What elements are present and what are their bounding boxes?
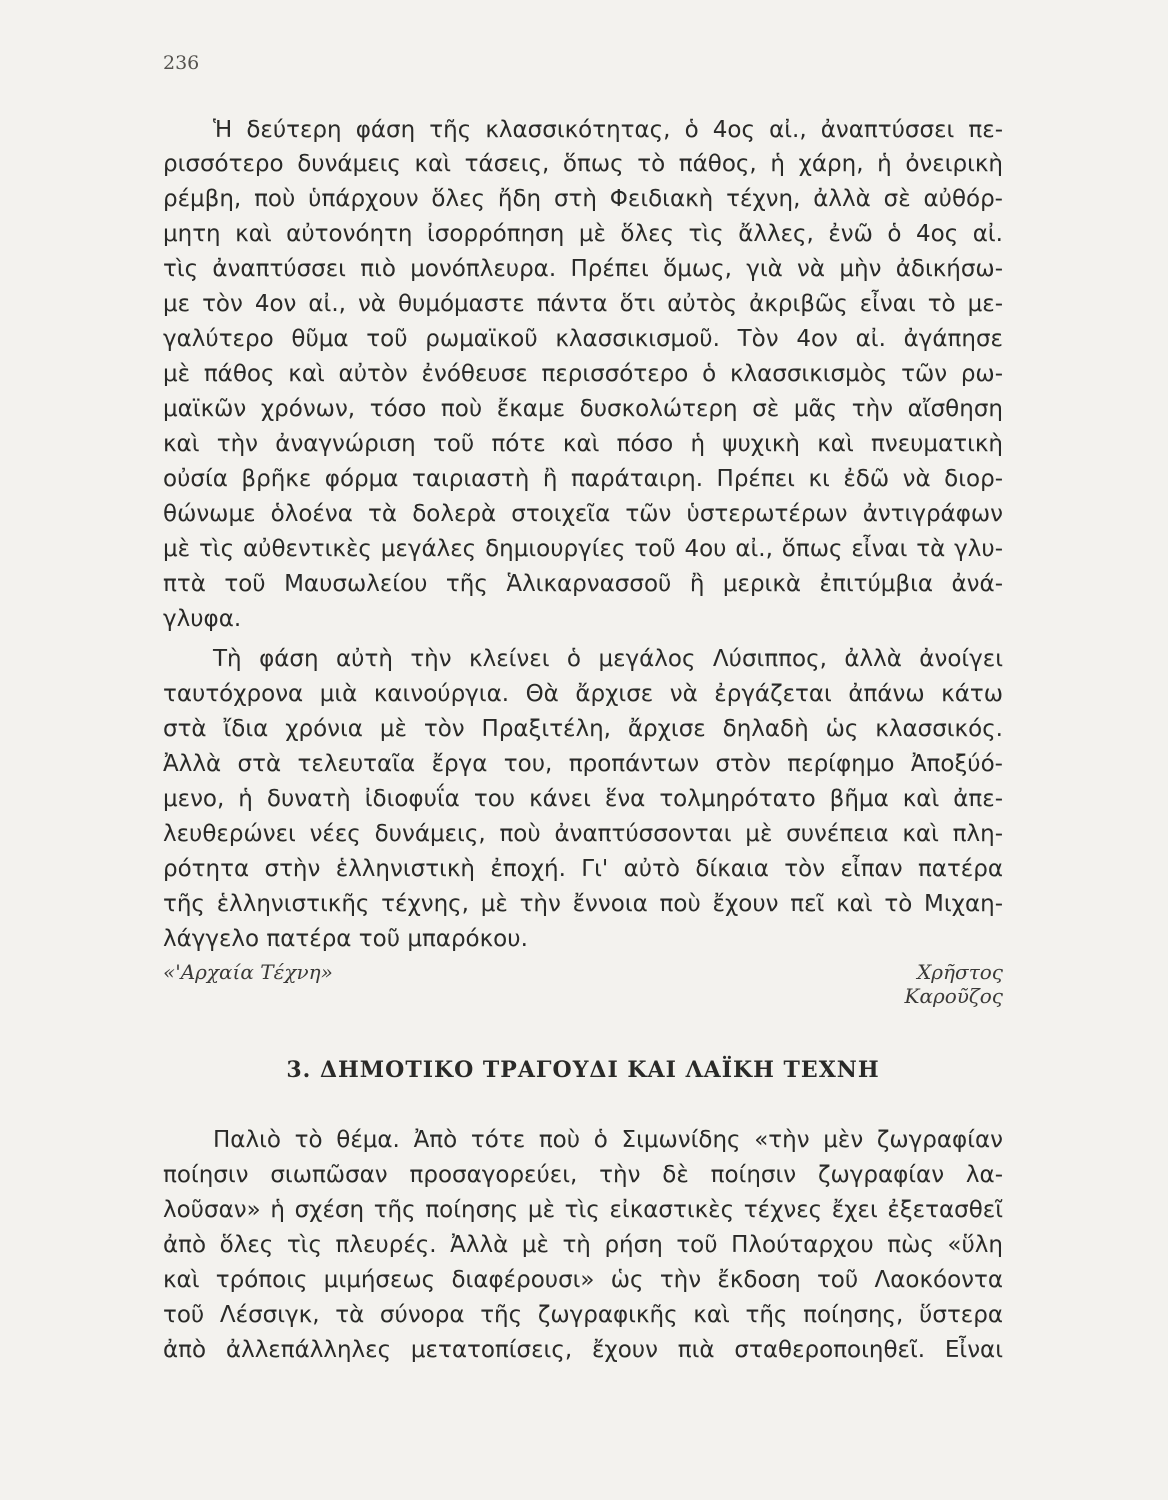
paragraph-line [0, 114, 1168, 146]
paragraph-line [0, 428, 1168, 460]
paragraph-line [0, 288, 1168, 320]
paragraph-line [0, 1334, 1168, 1366]
paragraph-line [0, 923, 1168, 955]
paragraph-line [0, 148, 1168, 180]
paragraph-text: λοῦσαν» ἡ σχέση τῆς ποίησης μὲ τὶς εἰκαστικὲς τέχνες ἔχει ἐξετασθεῖ [163, 1197, 1003, 1223]
paragraph-text: τὶς ἀναπτύσσει πιὸ μονόπλευρα. Πρέπει ὅμως, γιὰ νὰ μὴν ἀδικήσω- [163, 256, 1003, 282]
paragraph-line [0, 358, 1168, 390]
citation-author: Χρῆστος Καροῦζος [904, 960, 1003, 1008]
paragraph-line [0, 1124, 1168, 1156]
paragraph-text: λάγγελο πατέρα τοῦ μπαρόκου. [163, 926, 528, 952]
paragraph-line [0, 643, 1168, 675]
paragraph-text: ρέμβη, ποὺ ὑπάρχουν ὅλες ἤδη στὴ Φειδιακὴ τέχνη, ἀλλὰ σὲ αὐθόρ- [163, 186, 1003, 212]
paragraph-text: ἀπὸ ὅλες τὶς πλευρές. Ἀλλὰ μὲ τὴ ρήση τοῦ Πλούταρχου πὼς «ὕλη [163, 1232, 1003, 1258]
paragraph-text: ταυτόχρονα μιὰ καινούργια. Θὰ ἄρχισε νὰ ἐργάζεται ἀπάνω κάτω [163, 681, 1003, 707]
paragraph-text: μητη καὶ αὐτονόητη ἰσορρόπηση μὲ ὅλες τὶς ἄλλες, ἐνῶ ὁ 4ος αἰ. [163, 221, 1003, 247]
paragraph-text: οὐσία βρῆκε φόρμα ταιριαστὴ ἢ παράταιρη. Πρέπει κι ἐδῶ νὰ διορ- [163, 466, 1003, 492]
paragraph-line [0, 323, 1168, 355]
paragraph-line [0, 678, 1168, 710]
paragraph-line [0, 498, 1168, 530]
paragraph-line [0, 253, 1168, 285]
paragraph-text: ἀπὸ ἀλλεπάλληλες μετατοπίσεις, ἔχουν πιὰ σταθεροποιηθεῖ. Εἶναι [163, 1337, 1003, 1363]
paragraph-text: Ἀλλὰ στὰ τελευταῖα ἔργα του, προπάντων στὸν περίφημο Ἀποξύό- [163, 751, 1003, 777]
paragraph-text: ρισσότερο δυνάμεις καὶ τάσεις, ὅπως τὸ πάθος, ἡ χάρη, ἡ ὀνειρικὴ [163, 151, 1003, 177]
paragraph-text: γαλύτερο θῦμα τοῦ ρωμαϊκοῦ κλασσικισμοῦ. Τὸν 4ον αἰ. ἀγάπησε [163, 326, 1003, 352]
citation-source: «'Αρχαία Τέχνη» [163, 960, 333, 984]
paragraph-line [0, 1229, 1168, 1261]
paragraph-text: καὶ τὴν ἀναγνώριση τοῦ πότε καὶ πόσο ἡ ψυχικὴ καὶ πνευματικὴ [163, 431, 1003, 457]
paragraph-text: μὲ τὶς αὐθεντικὲς μεγάλες δημιουργίες τοῦ 4ου αἰ., ὅπως εἶναι τὰ γλυ- [163, 536, 1003, 562]
paragraph-text: πτὰ τοῦ Μαυσωλείου τῆς Ἁλικαρνασσοῦ ἢ μερικὰ ἐπιτύμβια ἀνά- [163, 571, 1003, 597]
paragraph-text: μὲ πάθος καὶ αὐτὸν ἐνόθευσε περισσότερο ὁ κλασσικισμὸς τῶν ρω- [163, 361, 1003, 387]
paragraph-text: γλυφα. [163, 606, 242, 632]
paragraph-line [0, 1299, 1168, 1331]
paragraph-line [0, 783, 1168, 815]
paragraph-line [0, 463, 1168, 495]
page-number: 236 [163, 52, 200, 74]
paragraph-line [0, 713, 1168, 745]
paragraph-text: Ἡ δεύτερη φάση τῆς κλασσικότητας, ὁ 4ος αἰ., ἀναπτύσσει πε- [213, 117, 1003, 143]
paragraph-line [0, 888, 1168, 920]
paragraph-line [0, 533, 1168, 565]
paragraph-text: τοῦ Λέσσιγκ, τὰ σύνορα τῆς ζωγραφικῆς καὶ τῆς ποίησης, ὕστερα [163, 1302, 1003, 1328]
paragraph-text: μενο, ἡ δυνατὴ ἰδιοφυΐα του κάνει ἕνα τολμηρότατο βῆμα καὶ ἀπε- [163, 786, 1003, 812]
paragraph-text: ρότητα στὴν ἑλληνιστικὴ ἐποχή. Γι' αὐτὸ δίκαια τὸν εἶπαν πατέρα [163, 856, 1003, 882]
paragraph-text: λευθερώνει νέες δυνάμεις, ποὺ ἀναπτύσσονται μὲ συνέπεια καὶ πλη- [163, 821, 1003, 847]
paragraph-line [0, 183, 1168, 215]
paragraph-line [0, 1264, 1168, 1296]
paragraph-line [0, 748, 1168, 780]
paragraph-text: θώνωμε ὁλοένα τὰ δολερὰ στοιχεῖα τῶν ὑστερωτέρων ἀντιγράφων [163, 501, 1003, 527]
paragraph-text: καὶ τρόποις μιμήσεως διαφέρουσι» ὡς τὴν ἔκδοση τοῦ Λαοκόοντα [163, 1267, 1003, 1293]
paragraph-text: Παλιὸ τὸ θέμα. Ἀπὸ τότε ποὺ ὁ Σιμωνίδης «τὴν μὲν ζωγραφίαν [213, 1127, 1003, 1153]
paragraph-text: στὰ ἴδια χρόνια μὲ τὸν Πραξιτέλη, ἄρχισε δηλαδὴ ὡς κλασσικός. [163, 716, 1003, 742]
paragraph-line [0, 218, 1168, 250]
paragraph-text: ποίησιν σιωπῶσαν προσαγορεύει, τὴν δὲ ποίησιν ζωγραφίαν λα- [163, 1162, 1003, 1188]
paragraph-line [0, 568, 1168, 600]
paragraph-text: με τὸν 4ον αἰ., νὰ θυμόμαστε πάντα ὅτι αὐτὸς ἀκριβῶς εἶναι τὸ με- [163, 291, 1003, 317]
section-heading: 3. ΔΗΜΟΤΙΚΟ ΤΡΑΓΟΥΔΙ ΚΑΙ ΛΑΪΚΗ ΤΕΧΝΗ [286, 1057, 880, 1083]
paragraph-line [0, 1194, 1168, 1226]
paragraph-line [0, 818, 1168, 850]
paragraph-line [0, 603, 1168, 635]
paragraph-text: Τὴ φάση αὐτὴ τὴν κλείνει ὁ μεγάλος Λύσιππος, ἀλλὰ ἀνοίγει [213, 646, 1003, 672]
paragraph-line [0, 1159, 1168, 1191]
paragraph-line [0, 393, 1168, 425]
paragraph-line [0, 853, 1168, 885]
paragraph-text: τῆς ἑλληνιστικῆς τέχνης, μὲ τὴν ἔννοια ποὺ ἔχουν πεῖ καὶ τὸ Μιχαη- [163, 891, 1003, 917]
paragraph-text: μαϊκῶν χρόνων, τόσο ποὺ ἔκαμε δυσκολώτερη σὲ μᾶς τὴν αἴσθηση [163, 396, 1003, 422]
